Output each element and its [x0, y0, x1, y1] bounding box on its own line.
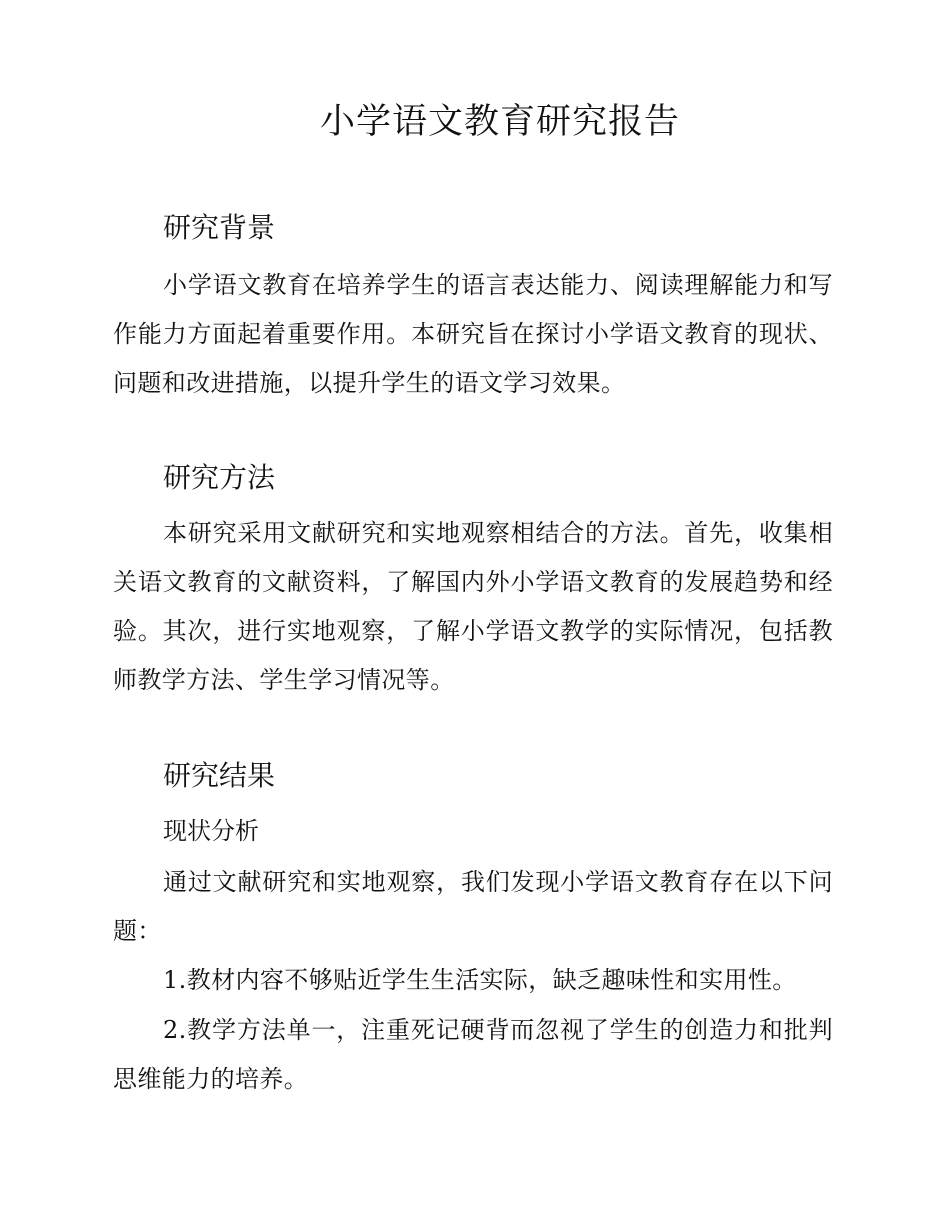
section-paragraph-background: 小学语文教育在培养学生的语言表达能力、阅读理解能力和写作能力方面起着重要作用。本研究旨在探讨小学语文教育的现状、问题和改进措施，以提升学生的语文学习效果。 [113, 271, 833, 397]
section-heading-results: 研究结果 [163, 759, 276, 792]
list-item: 1.教材内容不够贴近学生生活实际，缺乏趣味性和实用性。 [163, 966, 797, 994]
section-heading-background: 研究背景 [163, 211, 276, 244]
section-paragraph-method: 本研究采用文献研究和实地观察相结合的方法。首先，收集相关语文教育的文献资料，了解国内外小学语文教育的发展趋势和经验。其次，进行实地观察，了解小学语文教学的实际情况，包括教师教学方法、学生学习情况等。 [113, 519, 833, 694]
list-item: 2.教学方法单一，注重死记硬背而忽视了学生的创造力和批判思维能力的培养。 [113, 1016, 833, 1093]
section-heading-method: 研究方法 [163, 461, 276, 494]
section-paragraph-results: 通过文献研究和实地观察，我们发现小学语文教育存在以下问题： [113, 868, 833, 945]
document-title: 小学语文教育研究报告 [319, 102, 680, 142]
subsection-heading-status: 现状分析 [163, 817, 259, 845]
